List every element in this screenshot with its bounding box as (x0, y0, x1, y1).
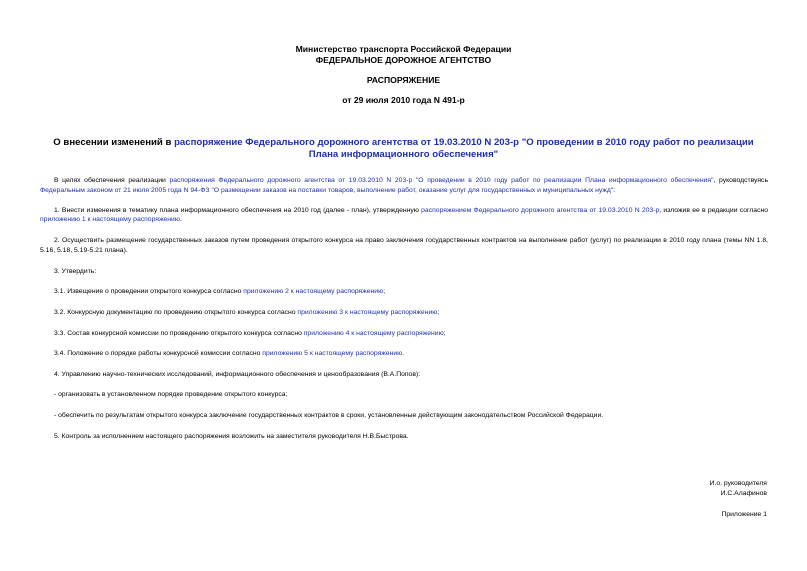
item-4-a: - организовать в установленном порядке проведение открытого конкурса; (54, 391, 288, 399)
item-3-4-link-appendix-5[interactable]: приложению 5 к настоящему распоряжению (262, 350, 403, 358)
item-1 (40, 206, 768, 226)
item-3-3-text: 3.3. Состав конкурсной комиссии по проведению открытого конкурса согласно (54, 329, 304, 337)
document-date-number: от 29 июля 2010 года N 491-р (342, 95, 465, 105)
item-5: 5. Контроль за исполнением настоящего распоряжения возложить на заместителя руководителя Н.В.Быстрова. (54, 432, 409, 440)
signatory-position: И.о. руководителя (709, 480, 767, 487)
intro-link-order[interactable]: распоряжения Федерального дорожного агентства от 19.03.2010 N 203-р "О проведении в 2010 году работ по реализации Плана информационного обеспечения" (169, 177, 714, 184)
intro-paragraph (40, 176, 768, 196)
item-1-text-3: . (179, 216, 182, 224)
item-3-3-end: ; (443, 329, 446, 337)
document-header (0, 44, 807, 106)
document-type: РАСПОРЯЖЕНИЕ (366, 75, 441, 85)
item-3-2 (40, 308, 768, 318)
intro-text-3: : (613, 186, 616, 194)
item-4-b: - обеспечить по результатам открытого конкурса заключение государственных контрактов в сроки, установленные действующим законодательством Российской Федерации. (54, 411, 604, 419)
item-2: 2. Осуществить размещение государственных заказов путем проведения открытого конкурса на право заключения государственных контрактов на выполнение работ (услуг) по реализации в 2010 году плана (темы NN 1.8, 5.16, 5.18, 5.19-5.21 плана). (40, 237, 768, 254)
item-3-1-link-appendix-2[interactable]: приложению 2 к настоящему распоряжению (243, 288, 384, 296)
item-3-2-end: ; (437, 308, 440, 316)
item-1-link-order[interactable]: распоряжением Федерального дорожного агентства от 19.03.2010 N 203-р (421, 206, 660, 214)
item-3-2-link-appendix-3[interactable]: приложению 3 к настоящему распоряжению (297, 308, 438, 316)
item-3-3 (40, 329, 768, 339)
document-title (40, 137, 767, 161)
item-1-text-1: 1. Внести изменения в тематику плана информационного обеспечения на 2010 год (далее - план), утвержденную (54, 206, 422, 214)
appendix-label: Приложение 1 (721, 511, 767, 518)
item-3-1-text: 3.1. Извещение о проведении открытого конкурса согласно (54, 288, 244, 296)
signatory-name: И.С.Алафинов (720, 490, 767, 497)
intro-text-1: В целях обеспечения реализации (54, 177, 170, 184)
item-4: 4. Управлению научно-технических исследований, информационного обеспечения и ценообразования (В.А.Попов): (54, 370, 421, 378)
intro-link-federal-law[interactable]: Федеральным законом от 21 июля 2005 года N 94-ФЗ "О размещении заказов на поставки товаров, выполнение работ, оказание услуг для государственных и муниципальных нужд" (40, 186, 614, 194)
item-1-text-2: , изложив ее в редакции согласно (659, 206, 769, 214)
item-3-3-link-appendix-4[interactable]: приложению 4 к настоящему распоряжению (303, 329, 444, 337)
item-3-4-text: 3.4. Положение о порядке работы конкурсной комиссии согласно (54, 350, 263, 358)
title-link[interactable]: распоряжение Федерального дорожного агентства от 19.03.2010 N 203-р "О проведении в 2010 году работ по реализации Плана информационного обеспечения" (174, 137, 754, 160)
agency-name: ФЕДЕРАЛЬНОЕ ДОРОЖНОЕ АГЕНТСТВО (315, 55, 492, 65)
item-3-4-end: . (402, 350, 405, 358)
signature-block (710, 479, 767, 499)
title-prefix: О внесении изменений в (53, 137, 175, 148)
intro-text-2: , руководствуясь (713, 177, 768, 184)
item-3: 3. Утвердить: (54, 267, 97, 275)
ministry-name: Министерство транспорта Российской Федерации (295, 44, 512, 54)
item-1-link-appendix-1[interactable]: приложению 1 к настоящему распоряжению (40, 216, 180, 224)
item-3-1-end: ; (383, 288, 386, 296)
document-body (40, 176, 768, 441)
item-3-2-text: 3.2. Конкурсную документацию по проведению открытого конкурса согласно (54, 308, 298, 316)
item-3-4 (40, 349, 768, 359)
item-3-1 (40, 287, 768, 297)
